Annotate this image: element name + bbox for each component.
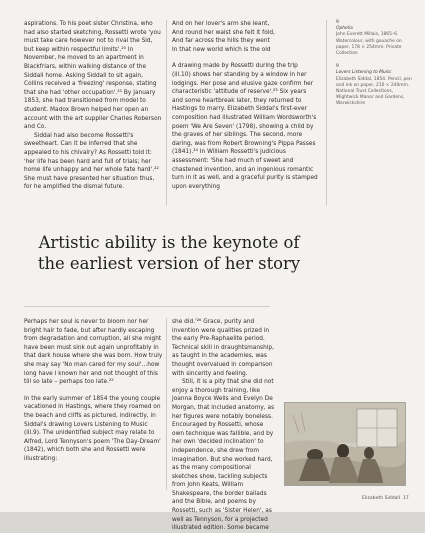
pull-quote: Artistic ability is the keynote of the earliest version of her story: [37, 233, 301, 273]
verse-line: In that new world which is the old: [172, 46, 271, 53]
caption-details: Elizabeth Siddal, 1854. Pencil, pen and ink on paper, 210 × 240mm. National Trust Collections, Wightwick Manor and Gardens, Warwickshire: [336, 76, 412, 107]
column-bottom-middle: [172, 318, 276, 533]
body-paragraph: A drawing made by Rossetti during the trip (ill.10) shows her standing by a window in her lodgings. Her pose and elusive gaze confirm her characteristic 'attitude of reserve'.²³ Six years and some heartbreak later, they returned to Hastings to marry. Elizabeth Siddal's first-ever composition had illustrated William Wordsworth's poem 'We Are Seven' (1798), showing a child by the graves of her siblings. The second, more daring, was from Robert Browning's Pippa Passes (1841).²⁴ In William Rossetti's judicious assessment: 'She had much of sweet and chastened invention, and an ingenious romantic turn in it as well, and a graceful purity is stamped upon everything: [172, 63, 318, 190]
illustration-lovers-listening-to-music: [284, 402, 406, 486]
page-number: 17: [403, 496, 409, 501]
column-top-left: [24, 20, 164, 192]
column-divider: [166, 318, 167, 490]
caption-number: 9: [336, 64, 339, 70]
body-paragraph: aspirations. To his poet sister Christina, who had also started sketching, Rossetti wrote 'you must take care however not to rival the Sid, but keep within respectful limits'.²⁰ In November, he moved to an apartment in Blackfriars, within walking distance of the Siddall home. Asking Siddall to sit again, Collins received a 'freezing' response, stating that she had 'other occupation'.²¹ By January 1853, she had transitioned from model to student. Madox Brown helped her open an account with the art supplier Charles Roberson and Co.: [24, 21, 162, 131]
column-divider: [326, 20, 327, 206]
body-paragraph: Siddal had also become Rossetti's sweetheart. Can it be inferred that she appealed to his chivalry? As Rossetti told it: 'her life has been hard and full of trials; her home life unhappy and her whole fate hard'.²² She must have presented her situation thus, for he amplified the dismal future.: [24, 132, 159, 191]
verse-line: And round her waist she felt it fold,: [172, 29, 275, 36]
verse-line: And on her lover's arm she leant,: [172, 21, 270, 27]
caption-title: Lovers Listening to Music: [336, 70, 392, 76]
caption: [336, 20, 414, 57]
column-top-middle: [172, 20, 318, 191]
body-paragraph: In the early summer of 1854 the young couple vacationed in Hastings, where they roamed on the beach and cliffs as pictured, indirectly, in Siddal's drawing Lovers Listening to Music (ill.9). The unidentified subject may relate to Alfred, Lord Tennyson's poem 'The Day-Dream' (1842), which both she and Rossetti were illustrating:: [24, 395, 161, 462]
section-rule: [24, 306, 270, 307]
caption-title: Ophelia: [336, 26, 353, 32]
body-paragraph: Still, it is a pity that she did not enjoy a thorough training, like Joanna Boyce Wells and Evelyn De Morgan, that included anatomy, as her figures were notably boneless. Encouraged by Rossetti, whose own technique was fallible, and by her own 'decided inclination' to independence, she drew from imagination. But she worked hard, as the many compositional sketches show, tackling subjects from John Keats, William Shakespeare, the border ballads and the Bible, and poems by Rossetti, such as 'Sister Helen', as well as Tennyson, for a projected illustrated edition. Some became: [172, 379, 275, 532]
painting-image: [285, 403, 405, 485]
caption-number: 9: [336, 20, 339, 25]
column-divider: [166, 20, 167, 206]
body-paragraph: she did.'²⁶ Grace, purity and invention were qualities prized in the early Pre-Raphaelite period. Technical skill in draughtsmanship, as taught in the academies, was thought overvalued in comparison with sincerity and feeling.: [172, 319, 274, 377]
block-quote: Perhaps her soul is never to bloom nor her bright hair to fade, but after hardly escaping from degradation and corruption, all she might have been must sink out again unprofitably in that dark house where she was born. How truly she may say 'No man cared for my soul'…how long have I known her and not thought of this till so late – perhaps too late.²⁵: [24, 319, 163, 386]
caption-details: John Everett Millais, 1865–6. Watercolour, with gouache on paper, 178 × 254mm. Private Collection: [336, 32, 402, 57]
column-bottom-left: [24, 318, 164, 464]
caption: [336, 64, 414, 107]
footer-author: Elizabeth Siddall: [362, 496, 400, 501]
verse-line: And far across the hills they went: [172, 38, 270, 45]
captions: [336, 20, 414, 115]
